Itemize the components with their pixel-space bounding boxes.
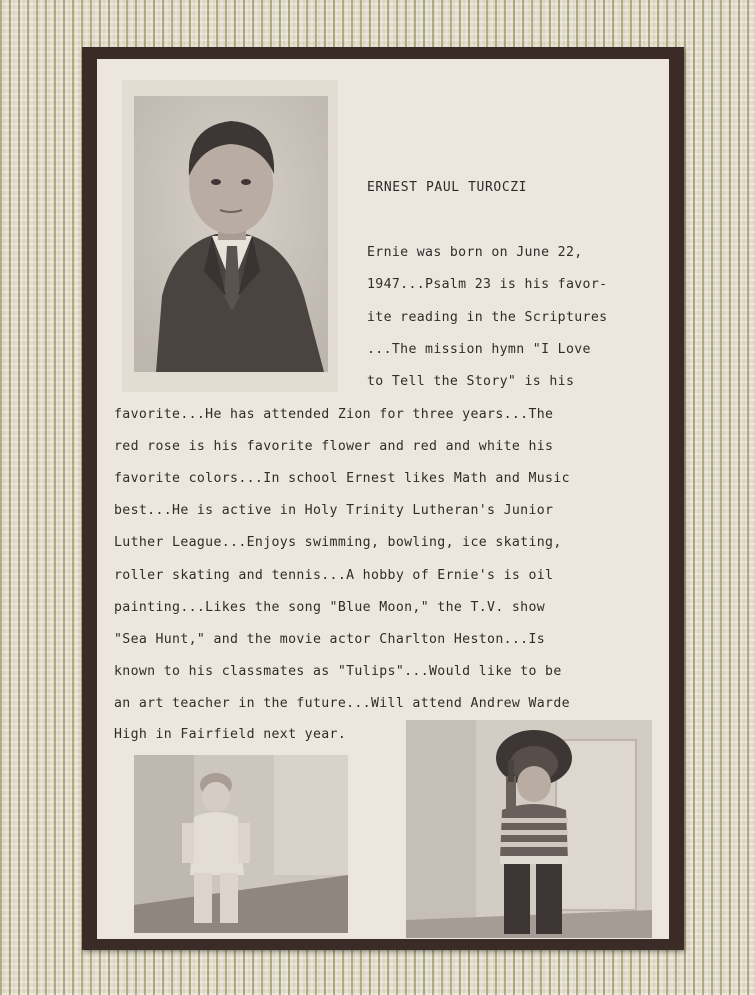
bio-line: 1947...Psalm 23 is his favor-: [367, 277, 608, 292]
bio-line: ite reading in the Scriptures: [367, 310, 608, 325]
student-name: ERNEST PAUL TUROCZI: [367, 180, 528, 195]
bio-line: roller skating and tennis...A hobby of Ernie's is oil: [114, 568, 554, 583]
bio-line: known to his classmates as "Tulips"...Would like to be: [114, 664, 562, 679]
toddler-photo: [134, 755, 348, 933]
bio-line: Ernie was born on June 22,: [367, 245, 583, 260]
bio-line: favorite...He has attended Zion for three years...The: [114, 407, 554, 422]
cowboy-photo: [406, 720, 652, 938]
bio-line: ...The mission hymn "I Love: [367, 342, 591, 357]
bio-line: High in Fairfield next year.: [114, 727, 347, 742]
bio-line: Luther League...Enjoys swimming, bowling, ice skating,: [114, 535, 562, 550]
bio-line: red rose is his favorite flower and red and white his: [114, 439, 554, 454]
bio-line: favorite colors...In school Ernest likes Math and Music: [114, 471, 570, 486]
bio-line: an art teacher in the future...Will attend Andrew Warde: [114, 696, 570, 711]
bio-line: best...He is active in Holy Trinity Lutheran's Junior: [114, 503, 554, 518]
bio-line: painting...Likes the song "Blue Moon," the T.V. show: [114, 600, 546, 615]
portrait-photo: [134, 96, 328, 372]
bio-line: to Tell the Story" is his: [367, 374, 575, 389]
bio-line: "Sea Hunt," and the movie actor Charlton Heston...Is: [114, 632, 546, 647]
